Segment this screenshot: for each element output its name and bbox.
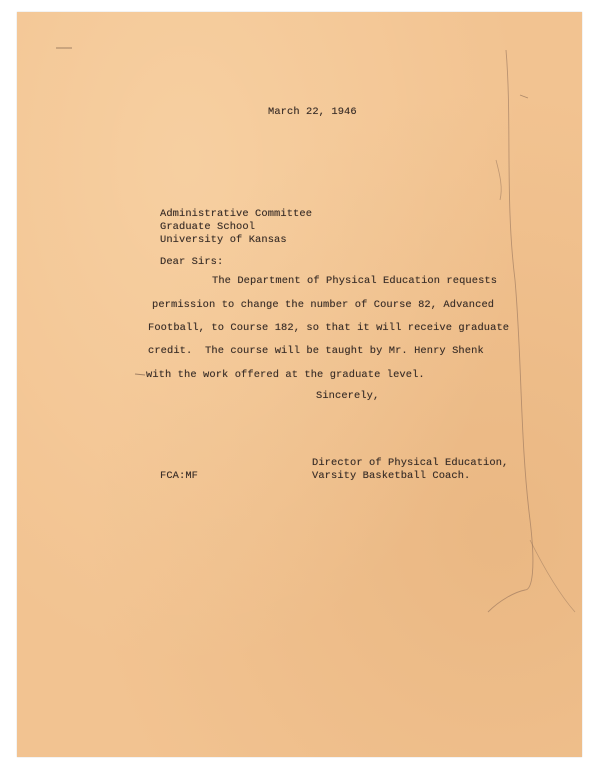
recipient-line: University of Kansas (160, 234, 287, 246)
letter-date: March 22, 1946 (268, 106, 357, 118)
closing: Sincerely, (316, 390, 380, 402)
body-line: credit. The course will be taught by Mr. Henry Shenk (148, 345, 484, 357)
body-line: The Department of Physical Education requests (212, 275, 498, 287)
body-line: permission to change the number of Course 82, Advanced (152, 299, 495, 311)
recipient-line: Administrative Committee (160, 208, 313, 220)
body-line: Football, to Course 182, so that it will receive graduate (148, 322, 510, 334)
signature-line: Director of Physical Education, (312, 457, 509, 469)
recipient-line: Graduate School (160, 221, 256, 233)
reference-initials: FCA:MF (160, 470, 199, 482)
salutation: Dear Sirs: (160, 256, 224, 268)
letter-sheet (17, 12, 582, 757)
signature-line: Varsity Basketball Coach. (312, 470, 471, 482)
body-line: with the work offered at the graduate level. (146, 369, 425, 381)
